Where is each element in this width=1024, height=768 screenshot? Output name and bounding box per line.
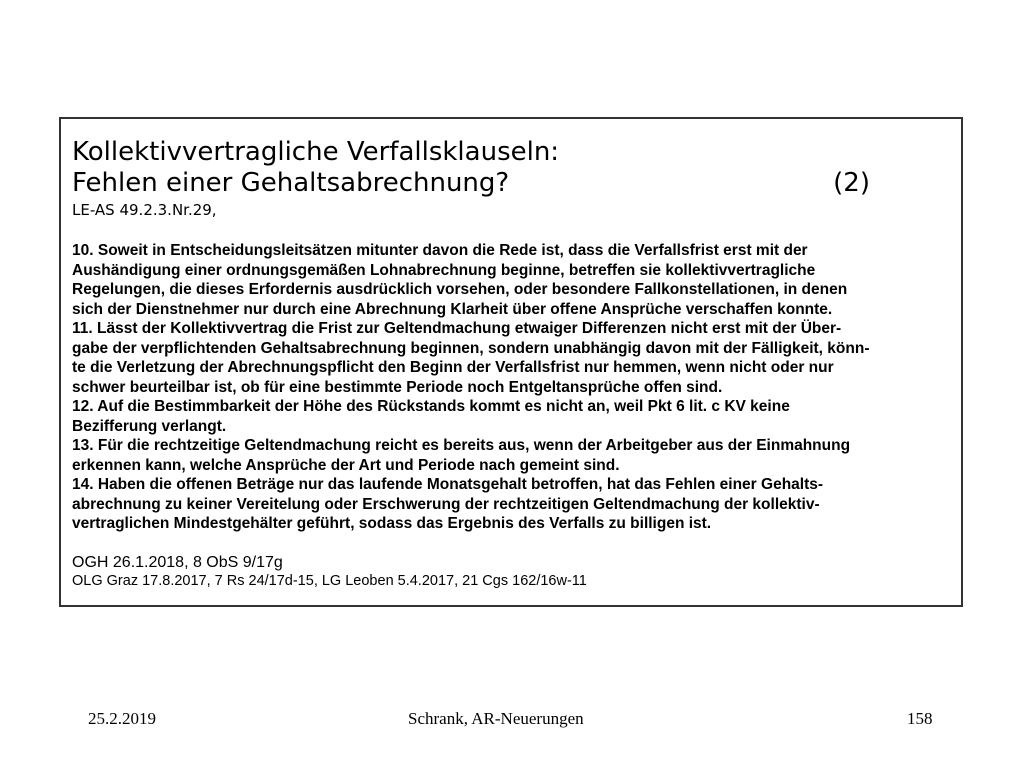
citation-primary: OGH 26.1.2018, 8 ObS 9/17g [72,553,283,571]
footer-date: 25.2.2019 [88,709,156,728]
point-14 [72,475,949,534]
content-box [59,117,963,607]
point-line: gabe der verpflichtenden Gehaltsabrechnung beginnen, sondern unabhängig davon mit der Fälligkeit, könn- [72,339,870,357]
point-line: te die Verletzung der Abrechnungspflicht den Beginn der Verfallsfrist nur hemmen, wenn nicht oder nur [72,359,834,376]
point-line: sich der Dienstnehmer nur durch eine Abrechnung Klarheit über offene Ansprüche verschaffen konnte. [72,300,833,318]
footer-author-title: Schrank, AR-Neuerungen [408,709,584,728]
point-13 [72,436,949,475]
point-line: 11. Lässt der Kollektivvertrag die Frist zur Geltendmachung etwaiger Differenzen nicht erst mit der Über- [72,320,842,337]
point-12 [72,397,949,436]
point-10 [72,241,949,319]
subtitle-row [72,168,870,199]
point-line: Aushändigung einer ordnungsgemäßen Lohnabrechnung beginne, betreffen sie kollektivvertragliche [72,261,816,279]
page-number: 158 [907,709,933,728]
point-line: 10. Soweit in Entscheidungsleitsätzen mitunter davon die Rede ist, dass die Verfallsfrist erst mit der [72,242,808,259]
citation-secondary: OLG Graz 17.8.2017, 7 Rs 24/17d-15, LG Leoben 5.4.2017, 21 Cgs 162/16w-11 [72,572,587,589]
point-line: 14. Haben die offenen Beträge nur das laufende Monatsgehalt betroffen, hat das Fehlen einer Gehalts- [72,476,824,493]
point-11 [72,319,949,397]
slide-subtitle: Fehlen einer Gehaltsabrechnung? [72,168,510,198]
point-line: Regelungen, die dieses Erfordernis ausdrücklich vorsehen, oder besondere Fallkonstellationen, in denen [72,281,848,298]
part-marker: (2) [833,168,870,198]
point-line: erkennen kann, welche Ansprüche der Art und Periode nach gemeint sind. [72,456,620,474]
citations [72,553,949,590]
point-line: vertraglichen Mindestgehälter geführt, sodass das Ergebnis des Verfalls zu billigen ist. [72,515,712,532]
point-line: abrechnung zu keiner Vereitelung oder Erschwerung der rechtzeitigen Geltendmachung der kollektiv- [72,495,820,513]
point-line: Bezifferung verlangt. [72,417,227,435]
slide-title: Kollektivvertragliche Verfallsklauseln: [72,137,560,167]
legal-points [72,241,949,534]
point-line: schwer beurteilbar ist, ob für eine bestimmte Periode noch Entgeltansprüche offen sind. [72,378,723,396]
point-line: 13. Für die rechtzeitige Geltendmachung reicht es bereits aus, wenn der Arbeitgeber aus der Einmahnung [72,437,851,454]
point-line: 12. Auf die Bestimmbarkeit der Höhe des Rückstands kommt es nicht an, weil Pkt 6 lit. c KV keine [72,398,790,415]
reference-line: LE-AS 49.2.3.Nr.29, [72,201,217,219]
